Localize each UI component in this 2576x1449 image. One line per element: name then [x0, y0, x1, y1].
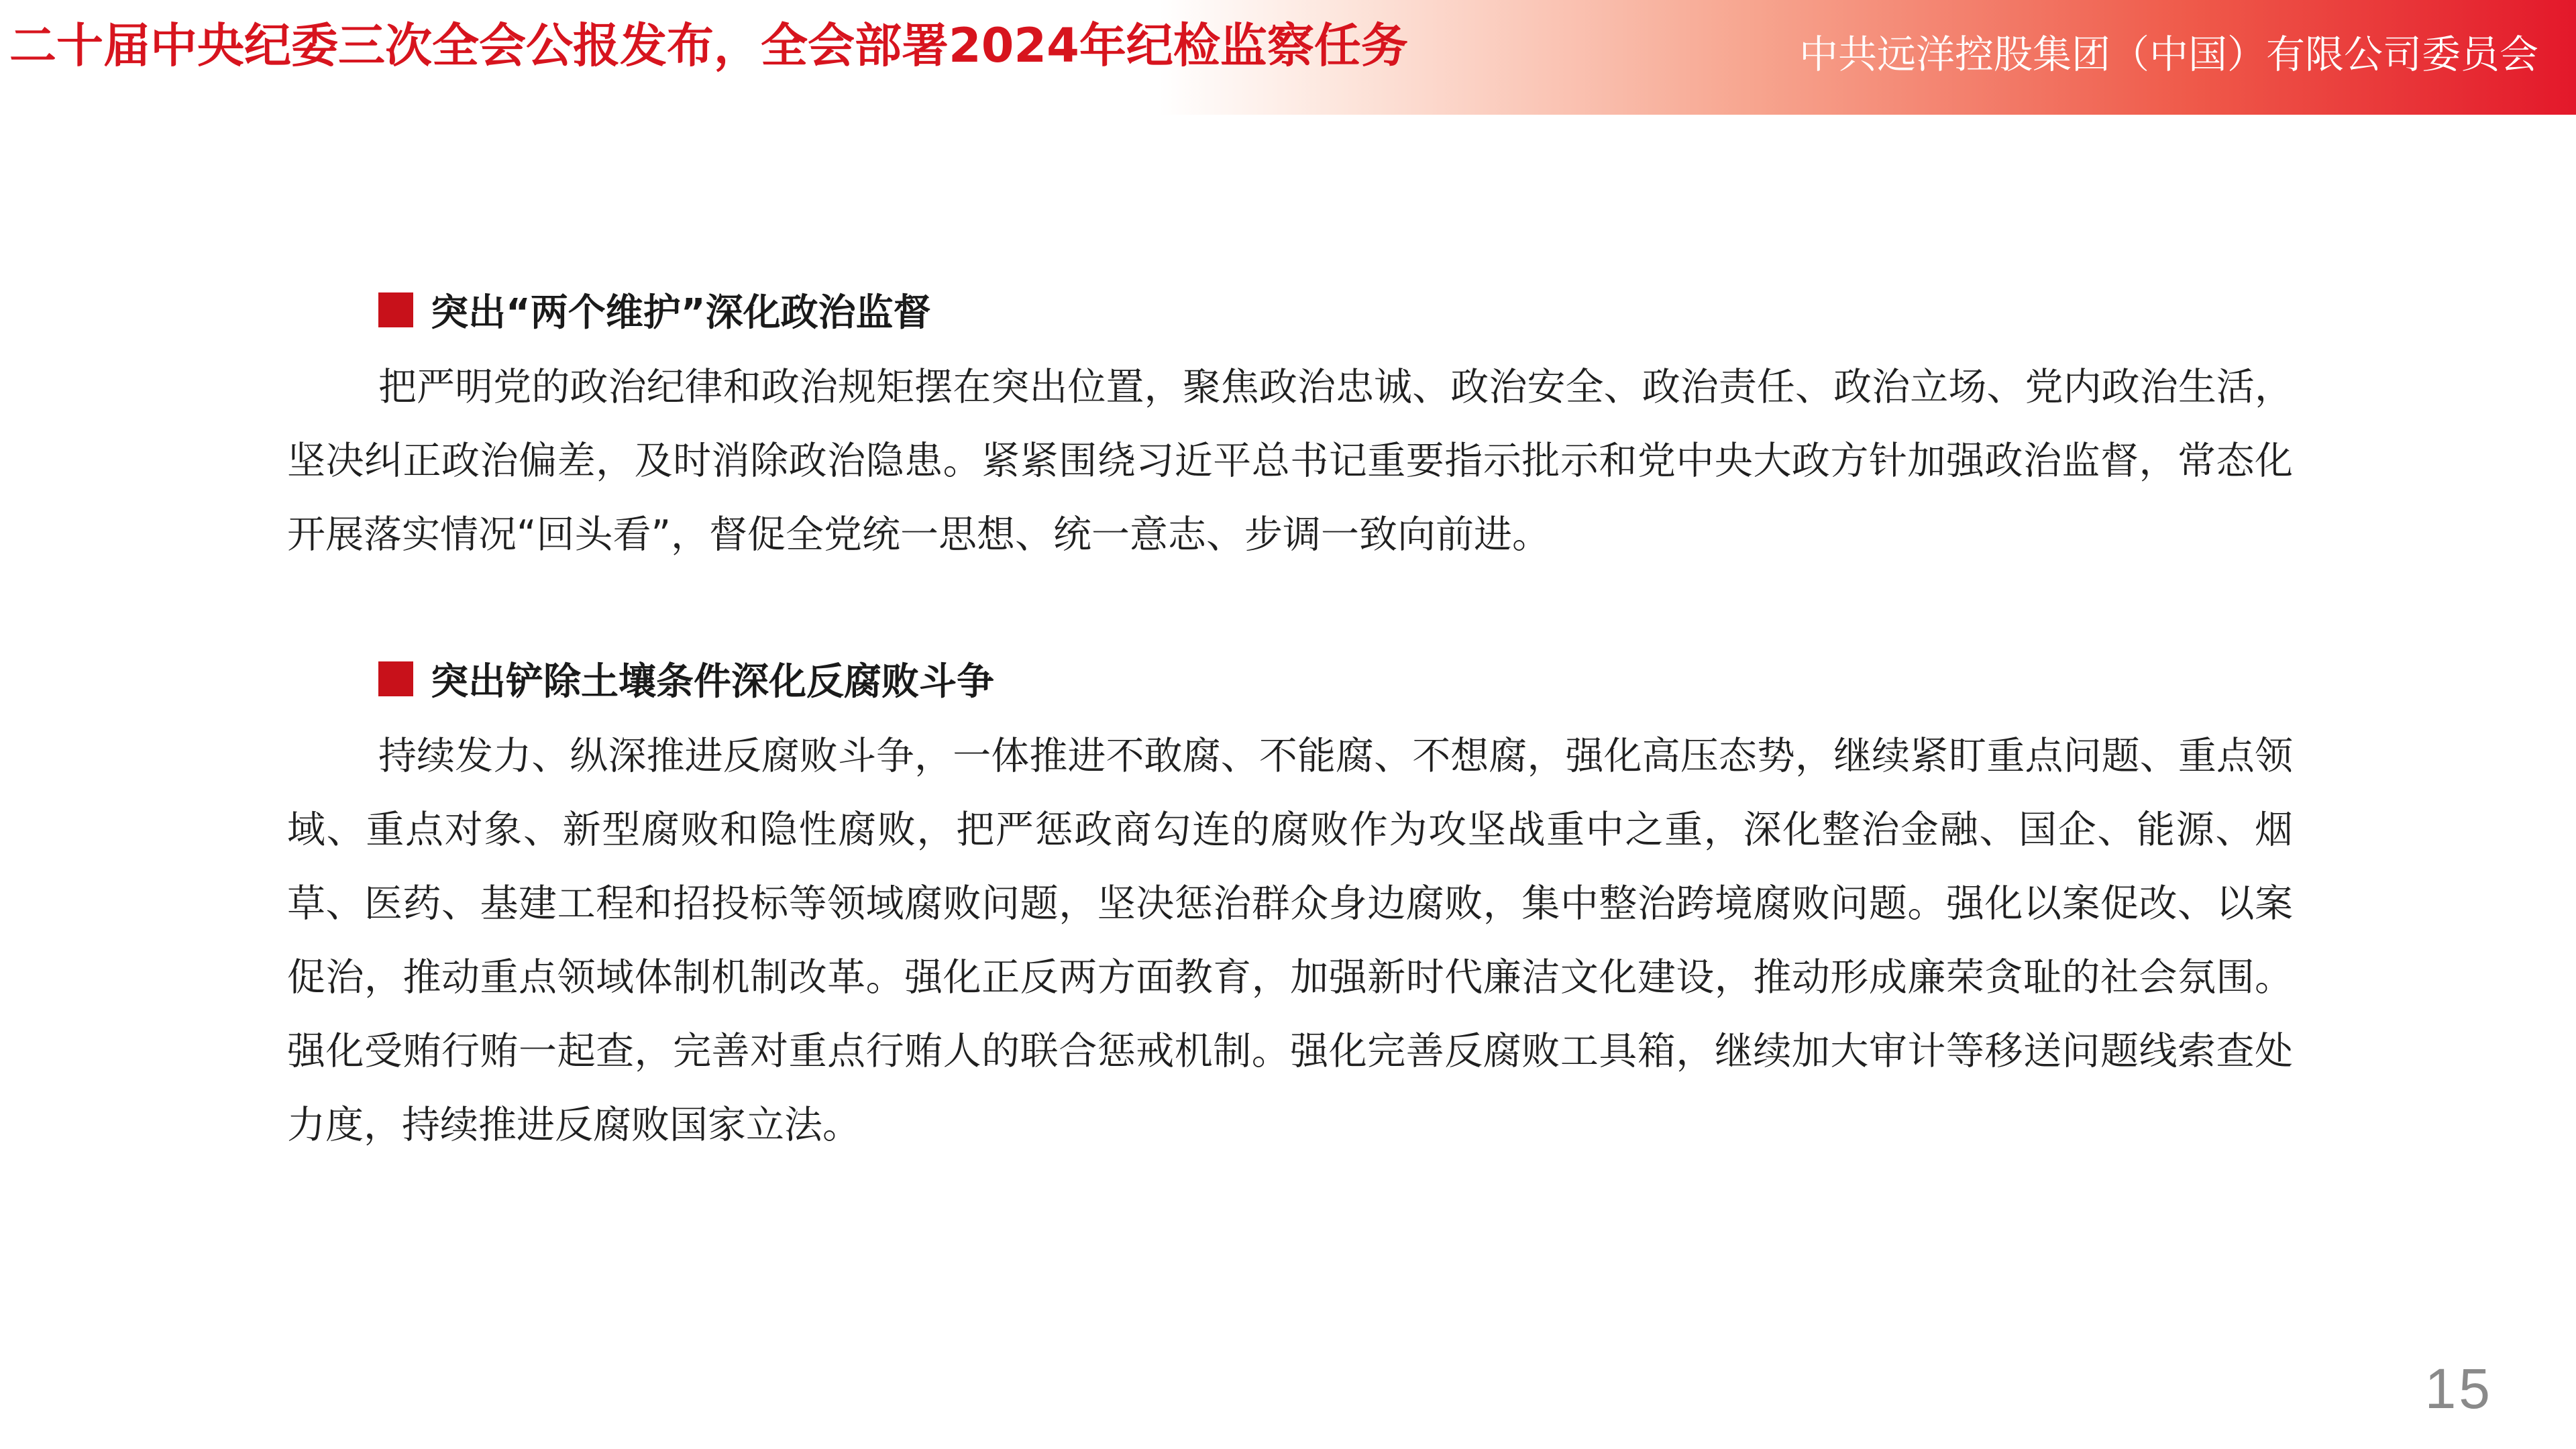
section-body-text: 把严明党的政治纪律和政治规矩摆在突出位置，聚焦政治忠诚、政治安全、政治责任、政治立场、党内政治生活，坚决纠正政治偏差，及时消除政治隐患。紧紧围绕习近平总书记重要指示批示和党中央大政方针加强政治监督，常态化开展落实情况“回头看”，督促全党统一思想、统一意志、步调一致向前进。: [287, 365, 2293, 557]
section-political-supervision: [287, 279, 2293, 572]
page-number: 15: [2424, 1357, 2493, 1420]
section-body-text: 持续发力、纵深推进反腐败斗争，一体推进不敢腐、不能腐、不想腐，强化高压态势，继续紧盯重点问题、重点领域、重点对象、新型腐败和隐性腐败，把严惩政商勾连的腐败作为攻坚战重中之重，深化整治金融、国企、能源、烟草、医药、基建工程和招投标等领域腐败问题，坚决惩治群众身边腐败，集中整治跨境腐败问题。强化以案促改、以案促治，推动重点领域体制机制改革。强化正反两方面教育，加强新时代廉洁文化建设，推动形成廉荣贪耻的社会氛围。强化受贿行贿一起查，完善对重点行贿人的联合惩戒机制。强化完善反腐败工具箱，继续加大审计等移送问题线索查处力度，持续推进反腐败国家立法。: [287, 734, 2293, 1147]
section-heading: [378, 279, 2293, 341]
section-anti-corruption: [287, 648, 2293, 1162]
section-heading-text: 突出铲除土壤条件深化反腐败斗争: [431, 660, 994, 704]
red-square-icon: [378, 661, 413, 696]
organization-name: 中共远洋控股集团（中国）有限公司委员会: [1799, 32, 2538, 77]
red-square-icon: [378, 292, 413, 327]
page-title: 二十届中央纪委三次全会公报发布，全会部署2024年纪检监察任务: [9, 18, 1408, 73]
section-heading-text: 突出“两个维护”深化政治监督: [431, 291, 931, 335]
section-heading: [378, 648, 2293, 710]
